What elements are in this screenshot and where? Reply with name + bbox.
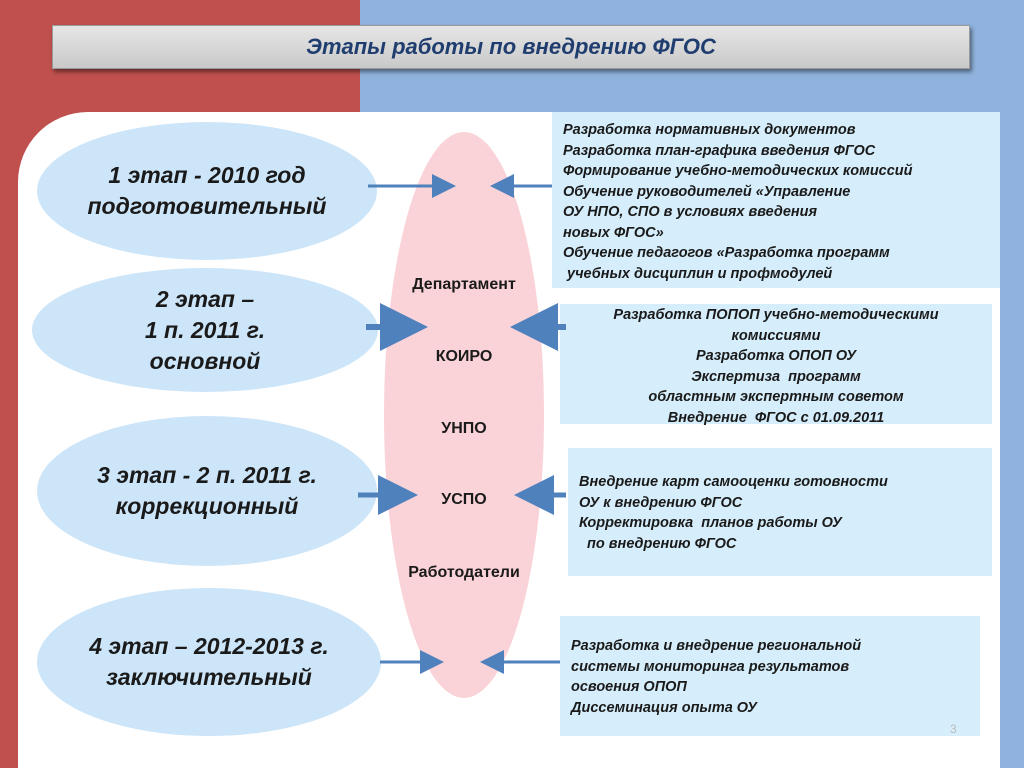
box-1-line: Разработка план-графика введения ФГОС xyxy=(563,142,876,159)
org-label-koiro: КОИРО xyxy=(435,348,493,365)
box-2-line: Внедрение ФГОС с 01.09.2011 xyxy=(667,409,885,426)
box-1-line: Разработка нормативных документов xyxy=(563,122,856,138)
box-2-line: комиссиями xyxy=(731,327,821,344)
box-3-line: по внедрению ФГОС xyxy=(579,535,737,552)
box-3-line: Внедрение карт самооценки готовности xyxy=(579,474,888,490)
box-1-line: Формирование учебно-методических комиссий xyxy=(563,163,913,179)
box-4-line: системы мониторинга результатов xyxy=(571,658,850,675)
box-1-line: учебных дисциплин и профмодулей xyxy=(563,265,833,282)
box-2-line: Экспертиза программ xyxy=(691,368,861,385)
box-2-line: Разработка ПОПОП учебно-методическими xyxy=(613,307,939,323)
slide-number: 3 xyxy=(950,722,957,736)
box-1-line: ОУ НПО, СПО в условиях введения xyxy=(563,204,818,220)
slide-title: Этапы работы по внедрению ФГОС xyxy=(306,34,716,59)
stage-label-4: 4 этап – 2012-2013 г. заключительный xyxy=(89,633,329,690)
stage-label-3: 3 этап - 2 п. 2011 г. коррекционный xyxy=(97,462,317,519)
box-3-line: ОУ к внедрению ФГОС xyxy=(579,494,743,511)
org-label-department: Департамент xyxy=(412,276,516,293)
box-4-line: Разработка и внедрение региональной xyxy=(571,638,862,654)
box-2-line: областным экспертным советом xyxy=(648,389,904,405)
stage-label-1: 1 этап - 2010 год подготовительный xyxy=(87,162,327,219)
box-3-line: Корректировка планов работы ОУ xyxy=(579,515,842,531)
org-label-employers: Работодатели xyxy=(408,564,520,581)
org-label-uspo: УСПО xyxy=(441,491,487,508)
org-label-unpo: УНПО xyxy=(441,420,487,437)
box-4-line: освоения ОПОП xyxy=(571,679,687,695)
box-1-line: Обучение руководителей «Управление xyxy=(563,183,851,200)
box-2-line: Разработка ОПОП ОУ xyxy=(695,348,857,364)
box-1-line: новых ФГОС» xyxy=(563,224,664,241)
box-1-line: Обучение педагогов «Разработка программ xyxy=(563,245,890,261)
box-4-line: Диссеминация опыта ОУ xyxy=(571,699,757,716)
stage-label-2: 2 этап – 1 п. 2011 г. основной xyxy=(144,285,266,374)
